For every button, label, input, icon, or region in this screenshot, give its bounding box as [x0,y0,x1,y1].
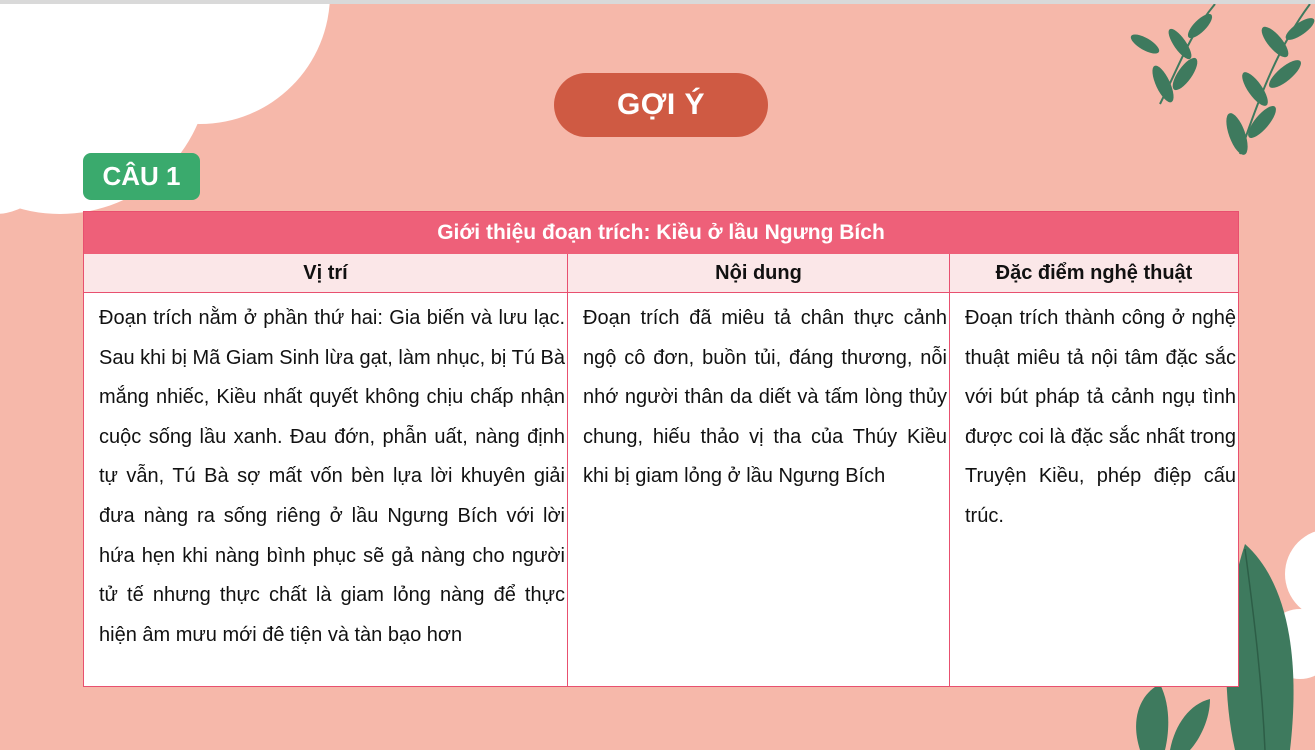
column-header-content: Nội dung [568,254,949,293]
column-body-position: Đoạn trích nằm ở phần thứ hai: Gia biến và lưu lạc. Sau khi bị Mã Giam Sinh lừa gạt, làm nhục, bị Tú Bà mắng nhiếc, Kiều nhất quyết không chịu chấp nhận cuộc sống lầu xanh. Đau đớn, phẫn uất, nàng định tự vẫn, Tú Bà sợ mất vốn bèn lựa lời khuyên giải đưa nàng ra sống riêng ở lầu Ngưng Bích với lời hứa hẹn khi nàng bình phục sẽ gả nàng cho người tử tế nhưng thực chất là giam lỏng nàng để thực hiện âm mưu mới đê tiện và tàn bạo hơn [99,307,565,646]
column-position [84,254,567,686]
column-body-art: Đoạn trích thành công ở nghệ thuật miêu tả nội tâm đặc sắc với bút pháp tả cảnh ngụ tình được coi là đặc sắc nhất trong Truyện Kiều, phép điệp cấu trúc. [965,307,1236,527]
column-header-art: Đặc điểm nghệ thuật [950,254,1238,293]
slide [0,4,1315,750]
table-title: Giới thiệu đoạn trích: Kiều ở lầu Ngưng Bích [84,212,1238,254]
column-header-position: Vị trí [84,254,567,293]
question-badge: CÂU 1 [83,153,200,200]
column-body-content: Đoạn trích đã miêu tả chân thực cảnh ngộ cô đơn, buồn tủi, đáng thương, nỗi nhớ người thân da diết và tấm lòng thủy chung, hiếu thảo vị tha của Thúy Kiều khi bị giam lỏng ở lầu Ngưng Bích [583,307,947,488]
intro-table [83,211,1239,687]
column-content [567,254,949,686]
title-pill: GỢI Ý [554,73,768,137]
column-art [949,254,1238,686]
